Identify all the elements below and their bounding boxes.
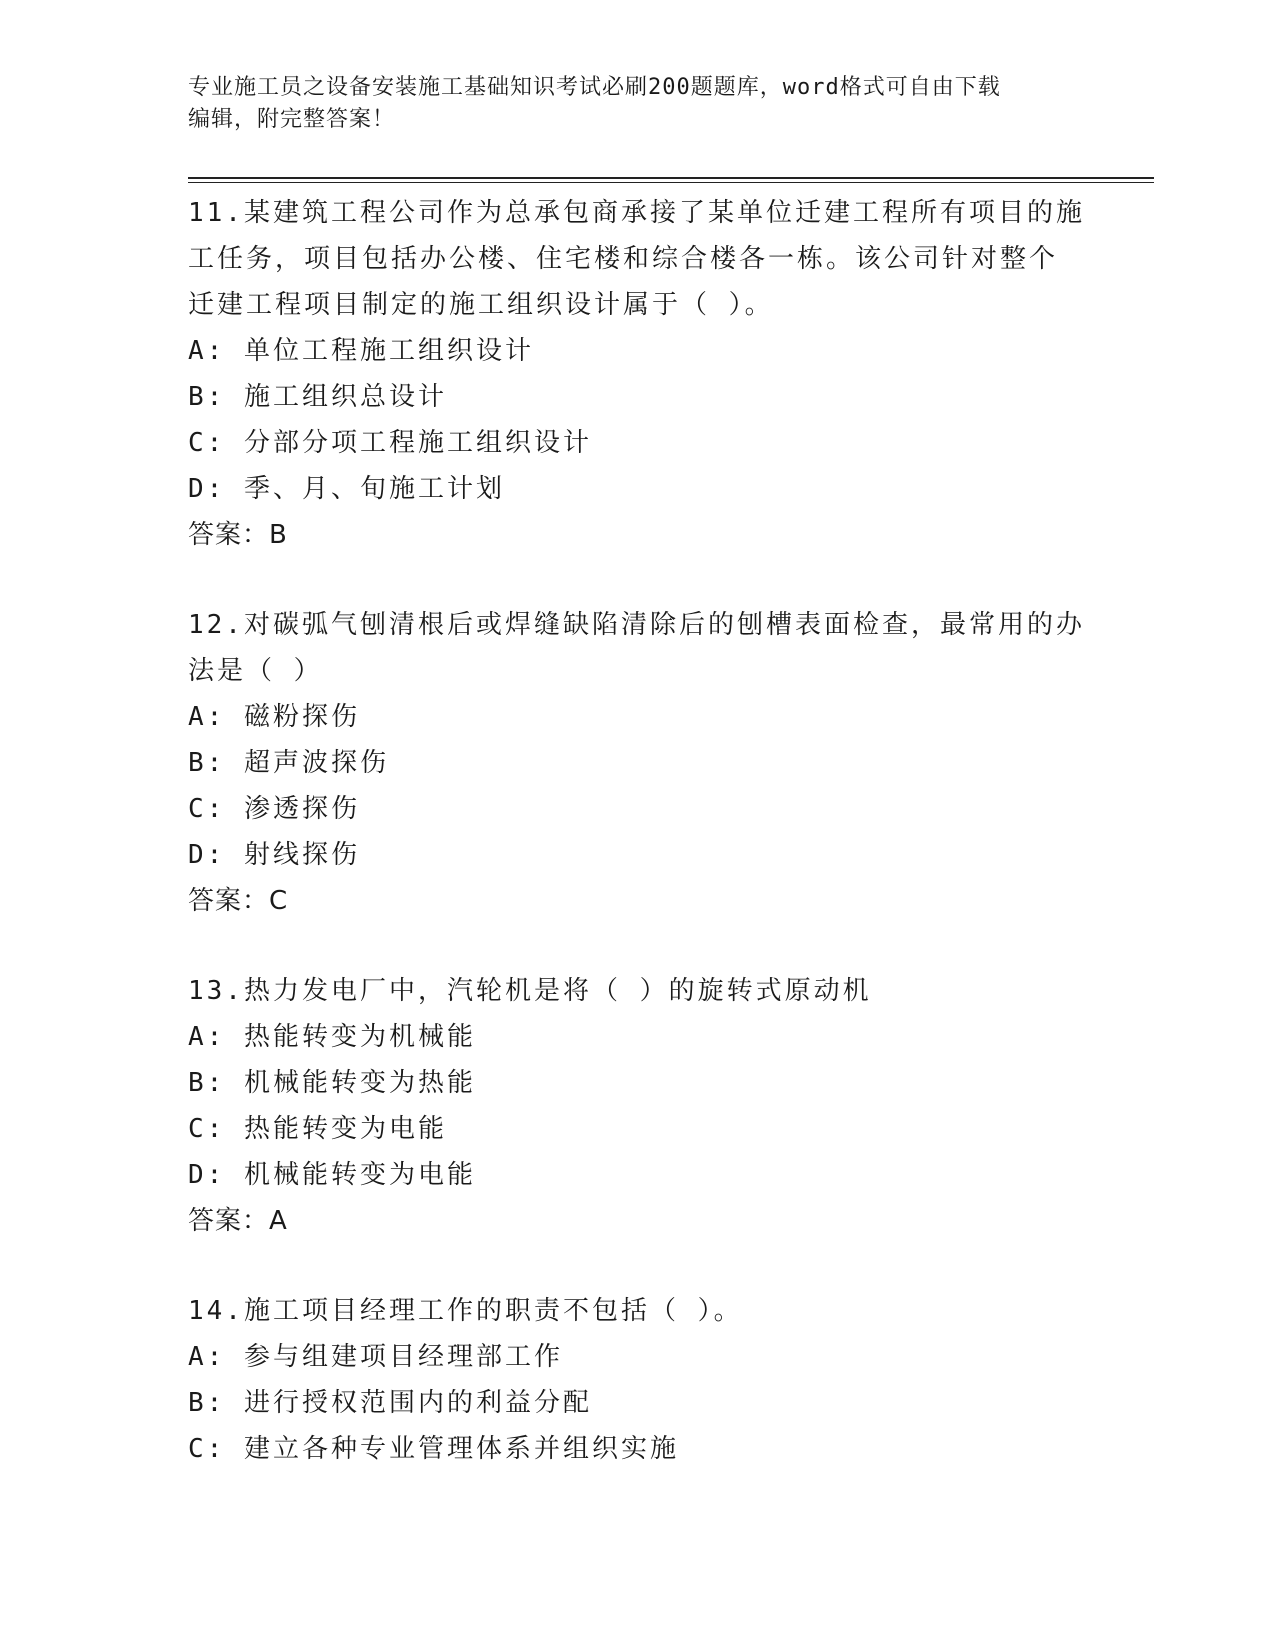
question-stem-line: 14.施工项目经理工作的职责不包括（ ）。: [188, 1296, 743, 1326]
question-stem-line: 12.对碳弧气刨清根后或焊缝缺陷清除后的刨槽表面检查，最常用的办: [188, 610, 1085, 640]
question-stem-line: 迁建工程项目制定的施工组织设计属于（ ）。: [188, 290, 774, 320]
option-c: C: 热能转变为电能: [188, 1114, 447, 1144]
option-b: B: 进行授权范围内的利益分配: [188, 1388, 592, 1418]
option-a: A: 热能转变为机械能: [188, 1022, 476, 1052]
answer: 答案：B: [188, 520, 288, 550]
question-13: [188, 968, 1088, 1244]
header-title-line-2: 编辑，附完整答案！: [188, 107, 396, 132]
option-b: B: 施工组织总设计: [188, 382, 447, 412]
question-11: [188, 190, 1088, 558]
question-spacer: [188, 924, 1088, 968]
header-title-line-1: 专业施工员之设备安装施工基础知识考试必刷200题题库，word格式可自由下载: [188, 75, 1001, 100]
option-a: A: 磁粉探伤: [188, 702, 360, 732]
option-d: D: 射线探伤: [188, 840, 360, 870]
question-spacer: [188, 558, 1088, 602]
question-stem-line: 13.热力发电厂中，汽轮机是将（ ）的旋转式原动机: [188, 976, 872, 1006]
option-c: C: 分部分项工程施工组织设计: [188, 428, 592, 458]
option-c: C: 建立各种专业管理体系并组织实施: [188, 1434, 679, 1464]
option-a: A: 参与组建项目经理部工作: [188, 1342, 563, 1372]
question-list: [188, 190, 1088, 1472]
document-header: [188, 72, 1088, 136]
question-12: [188, 602, 1088, 924]
question-stem-line: 法是（ ）: [188, 656, 323, 686]
header-divider-thin: [188, 182, 1154, 183]
question-spacer: [188, 1244, 1088, 1288]
option-d: D: 季、月、旬施工计划: [188, 474, 505, 504]
answer: 答案：C: [188, 886, 289, 916]
option-d: D: 机械能转变为电能: [188, 1160, 476, 1190]
option-a: A: 单位工程施工组织设计: [188, 336, 534, 366]
header-divider-thick: [188, 177, 1154, 179]
question-14: [188, 1288, 1088, 1472]
option-c: C: 渗透探伤: [188, 794, 360, 824]
question-stem-line: 工任务，项目包括办公楼、住宅楼和综合楼各一栋。该公司针对整个: [188, 244, 1059, 274]
answer: 答案：A: [188, 1206, 288, 1236]
option-b: B: 机械能转变为热能: [188, 1068, 476, 1098]
option-b: B: 超声波探伤: [188, 748, 389, 778]
question-stem-line: 11.某建筑工程公司作为总承包商承接了某单位迁建工程所有项目的施: [188, 198, 1085, 228]
